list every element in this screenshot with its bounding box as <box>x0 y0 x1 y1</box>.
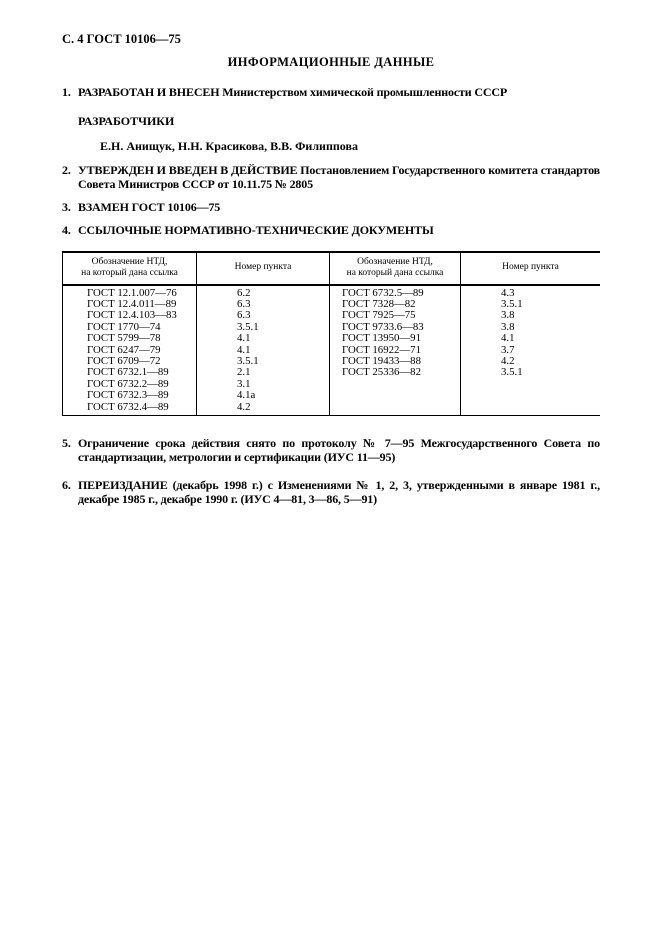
item-text: ВЗАМЕН ГОСТ 10106—75 <box>78 199 221 214</box>
table-cell: 3.5.1 <box>237 320 259 333</box>
item-text-line: ПЕРЕИЗДАНИЕ (декабрь 1998 г.) с Изменениями № 1, 2, 3, утвержденными в январе 1981 г., <box>78 477 600 492</box>
header-line: Обозначение НТД, <box>357 256 433 267</box>
table-cell: ГОСТ 25336—82 <box>342 366 421 379</box>
table-cell: ГОСТ 6247—79 <box>87 343 161 356</box>
table-cell: ГОСТ 6732.4—89 <box>87 400 169 413</box>
table-column-num-left <box>197 286 330 415</box>
header-line: Номер пункта <box>502 262 559 273</box>
item-number: 6. <box>62 477 71 492</box>
header-line: Номер пункта <box>234 262 292 273</box>
table-header-cell <box>330 253 461 284</box>
table-cell: ГОСТ 16922—71 <box>342 343 421 356</box>
table-cell: ГОСТ 1770—74 <box>87 320 161 333</box>
document-title: ИНФОРМАЦИОННЫЕ ДАННЫЕ <box>227 55 435 69</box>
item-text-line: Ограничение срока действия снято по протоколу № 7—95 Межгосударственного Совета по <box>78 435 600 450</box>
table-cell: ГОСТ 7925—75 <box>342 309 416 322</box>
table-cell: 3.8 <box>501 320 515 333</box>
list-item-4 <box>62 223 600 238</box>
item-number: 2. <box>62 162 71 177</box>
table-cell: ГОСТ 13950—91 <box>342 332 421 345</box>
table-header-row <box>63 253 600 286</box>
table-cell: 3.1 <box>237 377 251 390</box>
table-cell: ГОСТ 6709—72 <box>87 354 161 367</box>
table-cell: 6.3 <box>237 297 251 310</box>
list-item-2 <box>62 163 600 192</box>
item-number: 1. <box>62 85 71 99</box>
table-cell: 6.2 <box>237 286 251 299</box>
references-table <box>62 251 600 416</box>
header-line: на который дана ссылка <box>346 268 444 278</box>
item-number: 4. <box>62 223 71 237</box>
table-cell: ГОСТ 12.4.011—89 <box>87 297 177 310</box>
table-cell: ГОСТ 7328—82 <box>342 297 416 310</box>
table-cell: 3.5.1 <box>501 366 523 379</box>
list-item-3 <box>62 200 600 215</box>
item-text-line: Совета Министров СССР от 10.11.75 № 2805 <box>78 177 313 191</box>
table-cell: 4.1 <box>237 343 251 356</box>
table-cell: ГОСТ 19433—88 <box>342 354 421 367</box>
item-number: 5. <box>62 435 71 450</box>
table-cell: ГОСТ 6732.1—89 <box>87 366 169 379</box>
table-cell: 4.2 <box>501 354 515 367</box>
table-cell: 4.2 <box>237 400 251 413</box>
item-text-line: УТВЕРЖДЕН И ВВЕДЕН В ДЕЙСТВИЕ Постановлением Государственного комитета стандартов <box>78 162 601 177</box>
list-item-6 <box>62 478 600 507</box>
table-cell: ГОСТ 6732.2—89 <box>87 377 169 390</box>
table-cell: 3.8 <box>501 309 515 322</box>
table-header-cell <box>197 253 330 284</box>
table-header-cell <box>63 253 197 284</box>
table-cell: ГОСТ 12.4.103—83 <box>87 309 177 322</box>
table-cell: ГОСТ 5799—78 <box>87 332 161 345</box>
table-cell: ГОСТ 6732.5—89 <box>342 286 424 299</box>
item-text: РАЗРАБОТАН И ВНЕСЕН Министерством химической промышленности СССР <box>78 85 508 99</box>
header-line: Обозначение НТД, <box>91 256 168 267</box>
list-item-5 <box>62 436 600 465</box>
item-text-line: декабре 1985 г., декабре 1990 г. (ИУС 4—81, 3—86, 5—91) <box>78 492 377 506</box>
table-column-num-right <box>461 286 600 415</box>
list-item-1 <box>62 85 600 100</box>
table-cell: 3.5.1 <box>237 354 259 367</box>
table-cell: 4.1а <box>237 389 256 402</box>
table-cell: 4.1 <box>501 332 515 345</box>
page-header: С. 4 ГОСТ 10106—75 <box>62 32 181 46</box>
table-column-doc-left <box>63 286 197 415</box>
table-body <box>63 286 600 415</box>
table-cell: 2.1 <box>237 366 251 379</box>
table-cell: 4.1 <box>237 332 251 345</box>
table-cell: 4.3 <box>501 286 515 299</box>
item-text-line: стандартизации, метрологии и сертификации (ИУС 11—95) <box>78 450 396 464</box>
table-cell: 6.3 <box>237 309 251 322</box>
item-text: ССЫЛОЧНЫЕ НОРМАТИВНО-ТЕХНИЧЕСКИЕ ДОКУМЕНТЫ <box>78 223 434 237</box>
table-header-cell <box>461 253 600 284</box>
table-cell: 3.5.1 <box>501 297 523 310</box>
table-column-doc-right <box>330 286 461 415</box>
item-number: 3. <box>62 199 71 214</box>
header-line: на который дана ссылка <box>81 268 178 278</box>
developers-names: Е.Н. Анищук, Н.Н. Красикова, В.В. Филиппова <box>100 138 358 153</box>
table-cell: ГОСТ 12.1.007—76 <box>87 286 177 299</box>
table-cell: 3.7 <box>501 343 515 356</box>
table-cell: ГОСТ 6732.3—89 <box>87 389 169 402</box>
developers-heading: РАЗРАБОТЧИКИ <box>78 113 175 128</box>
table-cell: ГОСТ 9733.6—83 <box>342 320 424 333</box>
